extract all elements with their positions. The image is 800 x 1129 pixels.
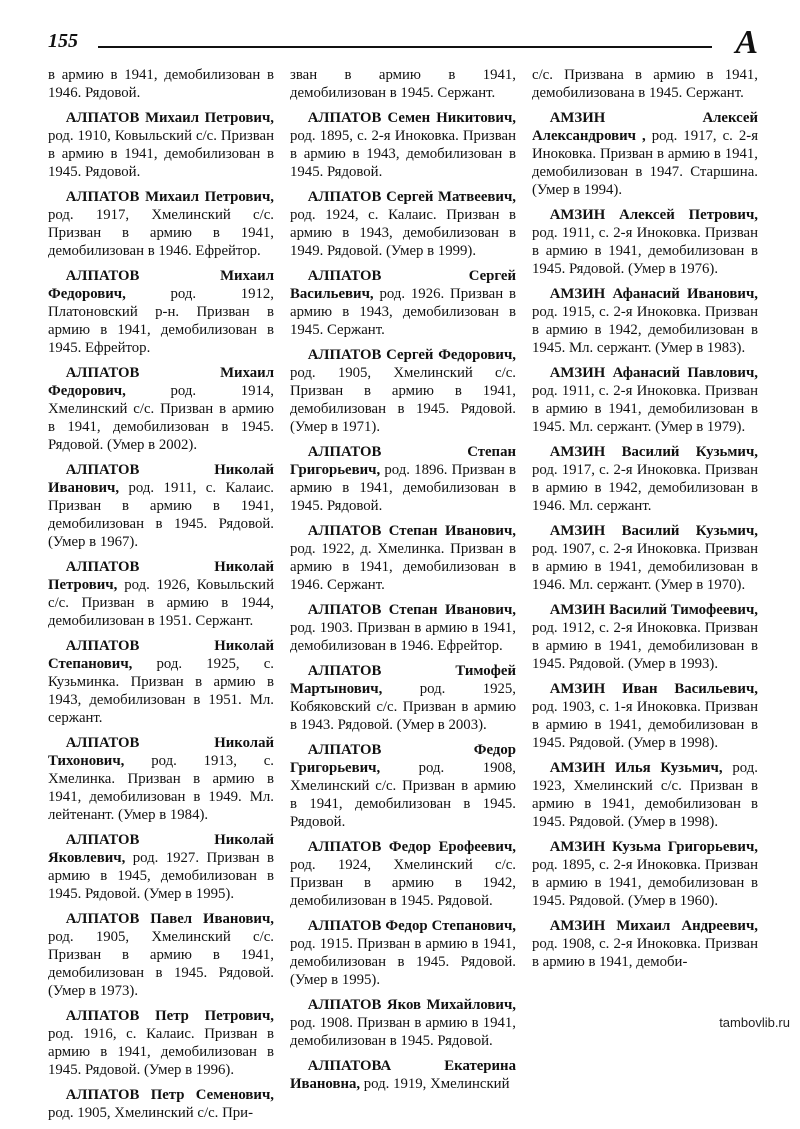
entry-name: АЛПАТОВ Федор Григорьевич, xyxy=(290,742,516,776)
entry-text: род. 1903. Призван в армию в 1941, демобилизован в 1946. Ефрейтор. xyxy=(290,620,516,654)
entry-name: АЛПАТОВ Николай Тихонович, xyxy=(48,735,274,769)
entry xyxy=(48,734,274,824)
entry-text: род. 1925, с. Кузьминка. Призван в армию в 1943, демобилизован в 1951. Мл. сержант. xyxy=(48,656,274,726)
entry-name: АМЗИН Михаил Андреевич, xyxy=(549,918,758,934)
entry xyxy=(290,601,516,655)
entry-text: род. 1905, Хмелинский с/с. Призван в армию в 1941, демобилизован в 1945. Рядовой. (Умер в 1973). xyxy=(48,929,274,999)
entry-name: АМЗИН Илья Кузьмич, xyxy=(549,760,723,776)
page-header xyxy=(48,24,758,68)
entry-text: род. 1923, Хмелинский с/с. Призван в армию в 1941, демобилизован в 1945. Рядовой. (Умер в 1998). xyxy=(532,760,758,830)
entry-text: род. 1907, с. 2-я Иноковка. Призван в армию в 1941, демобилизован в 1946. Мл. сержант. (Умер в 1970). xyxy=(532,541,758,593)
site-watermark: tambovlib.ru xyxy=(719,1015,790,1030)
entry-name: АМЗИН Василий Кузьмич, xyxy=(549,444,758,460)
entry-name: АЛПАТОВ Тимофей Мартынович, xyxy=(290,663,516,697)
entry-text: род. 1924, с. Калаис. Призван в армию в 1943, демобилизован в 1949. Рядовой. (Умер в 1999). xyxy=(290,207,516,259)
entry xyxy=(532,680,758,752)
entry xyxy=(290,838,516,910)
entry xyxy=(290,109,516,181)
entry-text: род. 1905, Хмелинский с/с. Призван в армию в 1941, демобилизован в 1945. Рядовой. (Умер в 1971). xyxy=(290,365,516,435)
entry-name: АЛПАТОВ Николай Яковлевич, xyxy=(48,832,274,866)
entry xyxy=(48,109,274,181)
entry-name: АЛПАТОВ Михаил Федорович, xyxy=(48,268,274,302)
entry-text: род. 1926. Призван в армию в 1943, демобилизован в 1945. Сержант. xyxy=(290,286,516,338)
entry xyxy=(48,910,274,1000)
entry-name: АМЗИН Алексей Петрович, xyxy=(549,207,758,223)
entry-text: род. 1912, с. 2-я Иноковка. Призван в армию в 1941, демобилизован в 1945. Рядовой. (Умер в 1993). xyxy=(532,620,758,672)
entry-name: АЛПАТОВ Сергей Васильевич, xyxy=(290,268,516,302)
text-columns xyxy=(48,66,758,1129)
entry-name: АМЗИН Афанасий Иванович, xyxy=(549,286,758,302)
entry-text: род. 1895, с. 2-я Иноковка. Призван в армию в 1943, демобилизован в 1945. Рядовой. xyxy=(290,128,516,180)
entry-text: род. 1927. Призван в армию в 1945, демобилизован в 1945. Рядовой. (Умер в 1995). xyxy=(48,850,274,902)
entry xyxy=(290,188,516,260)
entry-name: АЛПАТОВ Николай Петрович, xyxy=(48,559,274,593)
entry xyxy=(48,637,274,727)
entry xyxy=(290,66,516,102)
entry-text: род. 1919, Хмелинский xyxy=(360,1076,510,1092)
entry-name: АМЗИН Василий Тимофеевич, xyxy=(549,602,758,618)
entry xyxy=(290,996,516,1050)
entry-name: АЛПАТОВ Михаил Петрович, xyxy=(65,189,274,205)
entry xyxy=(532,66,758,102)
column-3 xyxy=(532,66,758,1129)
entry-text: род. 1911, с. Калаис. Призван в армию в 1941, демобилизован в 1945. Рядовой. (Умер в 1967). xyxy=(48,480,274,550)
entry-name: АЛПАТОВ Федор Ерофеевич, xyxy=(307,839,516,855)
entry-text: род. 1916, с. Калаис. Призван в армию в 1941, демобилизован в 1945. Рядовой. (Умер в 1996). xyxy=(48,1026,274,1078)
entry-name: АЛПАТОВ Николай Иванович, xyxy=(48,462,274,496)
entry xyxy=(290,1057,516,1093)
entry-name: АМЗИН Василий Кузьмич, xyxy=(549,523,758,539)
entry xyxy=(532,109,758,199)
entry-text: род. 1926, Ковыльский с/с. Призван в армию в 1944, демобилизован в 1951. Сержант. xyxy=(48,577,274,629)
entry-text: род. 1895, с. 2-я Иноковка. Призван в армию в 1941, демобилизован в 1945. Рядовой. (Умер в 1960). xyxy=(532,857,758,909)
entry xyxy=(532,206,758,278)
entry xyxy=(48,461,274,551)
entry-name: АЛПАТОВ Федор Степанович, xyxy=(307,918,516,934)
entry-name: АМЗИН Алексей Александрович , xyxy=(532,110,758,144)
entry xyxy=(290,522,516,594)
entry-name: АЛПАТОВ Сергей Федорович, xyxy=(307,347,516,363)
entry xyxy=(48,66,274,102)
entry xyxy=(290,662,516,734)
entry-text: род. 1908, с. 2-я Иноковка. Призван в армию в 1941, демоби- xyxy=(532,936,758,970)
entry xyxy=(48,364,274,454)
entry xyxy=(290,443,516,515)
entry xyxy=(290,346,516,436)
entry-name: АЛПАТОВ Сергей Матвеевич, xyxy=(307,189,516,205)
entry-name: АЛПАТОВ Степан Григорьевич, xyxy=(290,444,516,478)
section-letter: А xyxy=(735,24,758,61)
entry xyxy=(48,558,274,630)
entry-text: род. 1910, Ковыльский с/с. Призван в армию в 1941, демобилизован в 1945. Рядовой. xyxy=(48,128,274,180)
column-1 xyxy=(48,66,274,1129)
entry xyxy=(532,522,758,594)
entry xyxy=(532,759,758,831)
entry xyxy=(532,443,758,515)
entry-text: род. 1917, с. 2-я Иноковка. Призван в армию в 1941, демобилизован в 1947. Старшина. (Умер в 1994). xyxy=(532,128,759,198)
page-number: 155 xyxy=(48,30,78,52)
entry-text: род. 1908. Призван в армию в 1941, демобилизован в 1945. Рядовой. xyxy=(290,1015,516,1049)
entry-name: АМЗИН Афанасий Павлович, xyxy=(549,365,758,381)
entry xyxy=(48,1007,274,1079)
entry-text: род. 1917, с. 2-я Иноковка. Призван в армию в 1942, демобилизован в 1946. Мл. сержант. xyxy=(532,462,758,514)
entry xyxy=(290,741,516,831)
entry-text: род. 1905, Хмелинский с/с. При- xyxy=(48,1105,253,1121)
entry-name: АЛПАТОВ Павел Иванович, xyxy=(65,911,274,927)
entry-name: АЛПАТОВ Николай Степанович, xyxy=(48,638,274,672)
entry xyxy=(532,838,758,910)
entry-text: род. 1911, с. 2-я Иноковка. Призван в армию в 1941, демобилизован в 1945. Мл. сержант. (Умер в 1979). xyxy=(532,383,758,435)
entry-text: род. 1915, с. 2-я Иноковка. Призван в армию в 1942, демобилизован в 1945. Мл. сержант. (Умер в 1983). xyxy=(532,304,758,356)
entry xyxy=(532,285,758,357)
entry-name: АМЗИН Иван Васильевич, xyxy=(549,681,758,697)
entry-text: род. 1896. Призван в армию в 1941, демобилизован в 1945. Рядовой. xyxy=(290,462,516,514)
entry-text: род. 1922, д. Хмелинка. Призван в армию в 1941, демобилизован в 1946. Сержант. xyxy=(290,541,516,593)
entry-text: в армию в 1941, демобилизован в 1946. Рядовой. xyxy=(48,67,274,101)
entry xyxy=(532,364,758,436)
entry-text: с/с. Призвана в армию в 1941, демобилизована в 1945. Сержант. xyxy=(532,67,758,101)
entry-name: АЛПАТОВ Степан Иванович, xyxy=(307,523,516,539)
entry-name: АЛПАТОВ Степан Иванович, xyxy=(307,602,516,618)
entry xyxy=(532,917,758,971)
entry-text: род. 1914, Хмелинский с/с. Призван в армию в 1941, демобилизован в 1945. Рядовой. (Умер в 2002). xyxy=(48,383,274,453)
header-rule xyxy=(98,46,712,48)
entry-name: АЛПАТОВА Екатерина Ивановна, xyxy=(290,1058,516,1092)
entry-name: АЛПАТОВ Петр Петрович, xyxy=(65,1008,274,1024)
entry-text: род. 1925, Кобяковский с/с. Призван в армию в 1943. Рядовой. (Умер в 2003). xyxy=(290,681,516,733)
entry xyxy=(290,267,516,339)
entry-name: АЛПАТОВ Семен Никитович, xyxy=(307,110,516,126)
entry xyxy=(290,917,516,989)
entry-text: род. 1903, с. 1-я Иноковка. Призван в армию в 1941, демобилизован в 1945. Рядовой. (Умер в 1998). xyxy=(532,699,758,751)
entry xyxy=(48,831,274,903)
entry-name: АМЗИН Кузьма Григорьевич, xyxy=(549,839,758,855)
entry xyxy=(532,601,758,673)
entry-name: АЛПАТОВ Яков Михайлович, xyxy=(307,997,516,1013)
entry-text: род. 1912, Платоновский р-н. Призван в армию в 1941, демобилизован в 1945. Ефрейтор. xyxy=(48,286,274,356)
entry-name: АЛПАТОВ Петр Семенович, xyxy=(65,1087,274,1103)
entry-text: род. 1913, с. Хмелинка. Призван в армию в 1941, демобилизован в 1949. Мл. лейтенант. (Умер в 1984). xyxy=(48,753,274,823)
column-2 xyxy=(290,66,516,1129)
entry-text: род. 1911, с. 2-я Иноковка. Призван в армию в 1941, демобилизован в 1945. Рядовой. (Умер в 1976). xyxy=(532,225,758,277)
entry-text: род. 1908, Хмелинский с/с. Призван в армию в 1941, демобилизован в 1945. Рядовой. xyxy=(290,760,516,830)
entry-text: род. 1915. Призван в армию в 1941, демобилизован в 1945. Рядовой. (Умер в 1995). xyxy=(290,936,516,988)
entry xyxy=(48,1086,274,1122)
entry xyxy=(48,267,274,357)
entry-text: зван в армию в 1941, демобилизован в 1945. Сержант. xyxy=(290,67,516,101)
entry-text: род. 1917, Хмелинский с/с. Призван в армию в 1941, демобилизован в 1946. Ефрейтор. xyxy=(48,207,274,259)
entry-text: род. 1924, Хмелинский с/с. Призван в армию в 1942, демобилизован в 1945. Рядовой. xyxy=(290,857,516,909)
entry-name: АЛПАТОВ Михаил Федорович, xyxy=(48,365,274,399)
entry-name: АЛПАТОВ Михаил Петрович, xyxy=(65,110,274,126)
entry xyxy=(48,188,274,260)
